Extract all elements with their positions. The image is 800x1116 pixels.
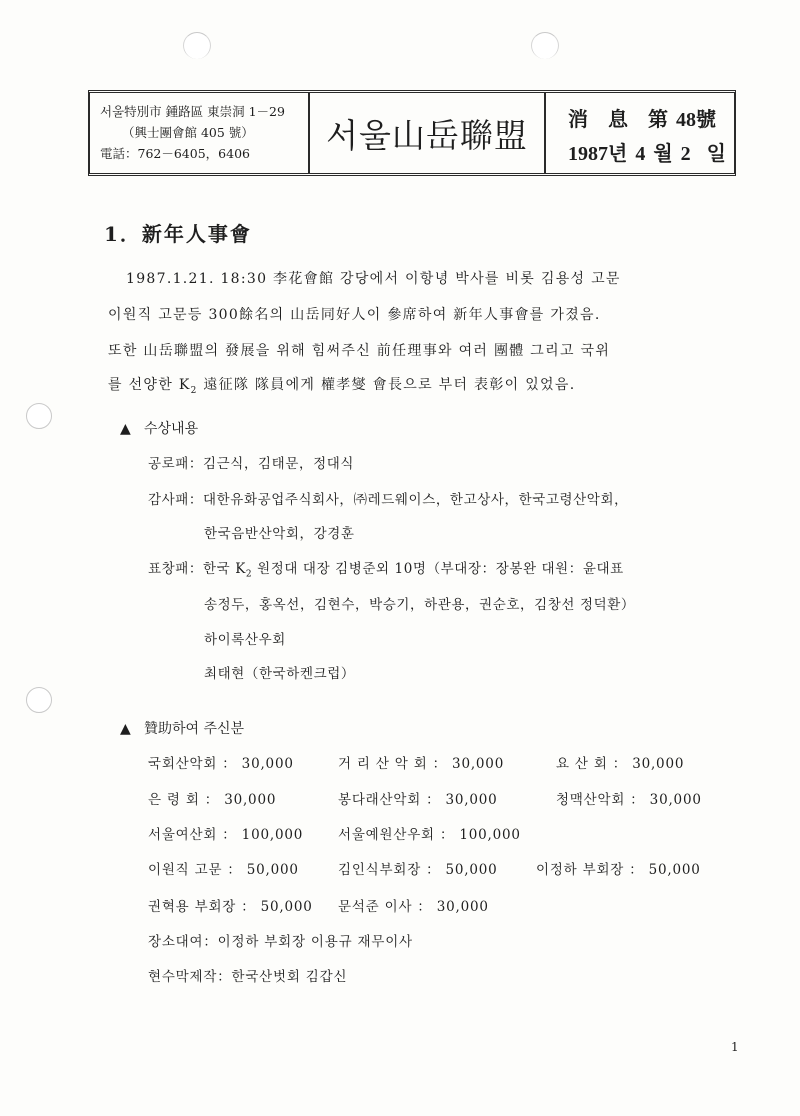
sponsor-entry: 이원직 고문 ： 50,000 [148, 862, 299, 878]
triangle-bullet-icon: ▲ [120, 421, 131, 437]
sponsor-entry: 봉다래산악회 ： 30,000 [338, 792, 498, 808]
org-name-logo: 서울山岳聯盟 [310, 93, 546, 173]
commendation-line-2: 송정두，홍옥선，김현수，박승기，하관용，권순호，김창선 정덕환） [204, 597, 635, 613]
paragraph-line-4 [108, 374, 575, 396]
paragraph-line-1: 1987.1.21. 18:30 李花會館 강당에서 이항녕 박사를 비롯 김용성 고문 [126, 271, 621, 287]
sponsor-entry: 이정하 부회장 ： 50,000 [536, 862, 701, 878]
phone-line: 電話：762－6405，6406 [100, 146, 250, 161]
sponsor-entry: 요 산 회 ： 30,000 [556, 756, 685, 772]
sponsor-entry: 거 리 산 악 회 ： 30,000 [338, 756, 505, 772]
sponsor-entry: 국회산악회 ： 30,000 [148, 756, 294, 772]
sponsor-entry: 김인식부회장 ： 50,000 [338, 862, 498, 878]
k2-label: K [178, 377, 191, 393]
commendation-prefix: 표창패：한국 K [148, 561, 246, 577]
paragraph-line-2: 이원직 고문등 300餘名의 山岳同好人이 參席하여 新年人事會를 가졌음. [108, 307, 601, 323]
venue-sponsor-line: 장소대여：이정하 부회장 이용규 재무이사 [148, 934, 413, 950]
gratitude-plaque-line-1: 감사패：대한유화공업주식회사，㈜레드웨이스，한고상사，한국고령산악회， [148, 492, 629, 508]
issue-suffix: 號 [696, 107, 716, 131]
sponsor-entry: 문석준 이사 ： 30,000 [338, 899, 489, 915]
sponsors-heading [120, 718, 244, 738]
commendation-rest: 원정대 대장 김병준외 10명（부대장：장봉완 대원：윤대표 [252, 561, 624, 577]
triangle-bullet-icon: ▲ [120, 721, 131, 737]
date-month-unit: 월 [653, 141, 673, 165]
awards-heading [120, 418, 198, 438]
issue-number: 48 [676, 109, 696, 131]
address-line-1: 서울特別市 鍾路區 東崇洞 1－29 [100, 104, 285, 119]
paragraph-line-4-start: 를 선양한 [108, 377, 174, 393]
punch-hole-left-upper [26, 403, 52, 429]
issue-number-line [568, 103, 736, 137]
sponsors-heading-text: 贊助하여 주신분 [144, 721, 245, 737]
commendation-line-1 [148, 557, 624, 580]
page-number: 1 [731, 1040, 739, 1054]
date-month: 4 [635, 143, 646, 165]
sponsor-entry: 청맥산악회 ： 30,000 [556, 792, 702, 808]
section-title: 1．新年人事會 [104, 222, 252, 246]
merit-plaque-line: 공로패：김근식，김태문，정대식 [148, 456, 354, 472]
date-year-unit: 년 [608, 141, 628, 165]
punch-hole-left-lower [26, 687, 52, 713]
commendation-line-3: 하이록산우회 [204, 632, 286, 648]
awards-heading-text: 수상내용 [144, 421, 199, 437]
date-day-unit: 일 [706, 141, 726, 165]
punch-hole-top-left [183, 32, 211, 59]
sponsor-entry: 서울여산회 ： 100,000 [148, 827, 304, 843]
punch-hole-top-right [531, 32, 559, 59]
date-year: 1987 [568, 143, 608, 165]
k2-subscript: 2 [190, 385, 198, 396]
paragraph-line-3: 또한 山岳聯盟의 發展을 위해 힘써주신 前任理事와 여러 團體 그리고 국위 [108, 343, 611, 359]
sponsor-entry: 권혁용 부회장 ： 50,000 [148, 899, 313, 915]
banner-sponsor-line: 현수막제작：한국산벗회 김갑신 [148, 969, 348, 985]
commendation-line-4: 최태현（한국하켄크럽） [204, 666, 355, 682]
gratitude-plaque-line-2: 한국음반산악회，강경훈 [204, 526, 355, 542]
letterhead-address [90, 93, 310, 173]
sponsor-entry: 서울예원산우회 ： 100,000 [338, 827, 521, 843]
issue-label: 消 息 第 [568, 107, 668, 131]
date-day: 2 [680, 143, 691, 165]
issue-date-line [568, 137, 736, 171]
issue-info [546, 93, 736, 173]
letterhead-box [88, 90, 736, 176]
paragraph-line-4-rest: 遠征隊 隊員에게 權孝燮 會長으로 부터 表彰이 있었음. [197, 377, 576, 393]
sponsor-entry: 은 령 회 ： 30,000 [148, 792, 277, 808]
address-line-2: （興士團會館 405 號） [122, 125, 254, 140]
commendation-subscript: 2 [245, 569, 253, 580]
